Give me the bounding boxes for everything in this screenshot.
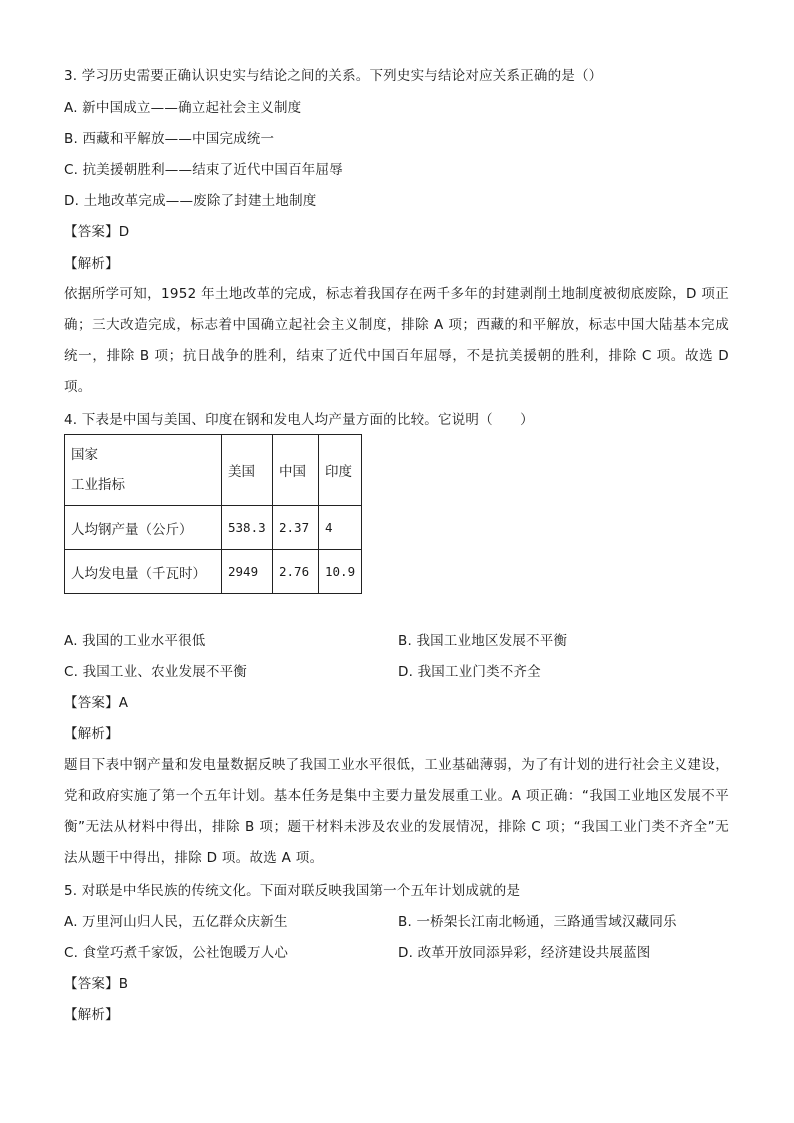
row-label-steel: 人均钢产量（公斤） — [65, 506, 222, 550]
cell-power-usa: 2949 — [222, 550, 273, 594]
q4-option-a: A. 我国的工业水平很低 — [64, 633, 206, 649]
cell-power-india: 10.9 — [319, 550, 362, 594]
q3-analysis-label: 【解析】 — [64, 256, 119, 272]
q3-stem: 3. 学习历史需要正确认识史实与结论之间的关系。下列史实与结论对应关系正确的是（） — [64, 68, 603, 84]
q3-answer: 【答案】D — [64, 224, 130, 240]
row-label-electricity: 人均发电量（千瓦时） — [65, 550, 222, 594]
q5-option-a: A. 万里河山归人民，五亿群众庆新生 — [64, 914, 288, 930]
q5-option-c: C. 食堂巧煮千家饭，公社饱暖万人心 — [64, 945, 289, 961]
cell-steel-india: 4 — [319, 506, 362, 550]
q5-option-b: B. 一桥架长江南北畅通，三路通雪域汉藏同乐 — [398, 914, 677, 930]
header-country-label: 国家 — [71, 447, 98, 463]
table-corner-header — [65, 435, 222, 506]
q4-option-b: B. 我国工业地区发展不平衡 — [398, 633, 568, 649]
q5-stem: 5. 对联是中华民族的传统文化。下面对联反映我国第一个五年计划成就的是 — [64, 883, 521, 899]
table-row-electricity — [65, 550, 362, 594]
table-row-steel — [65, 506, 362, 550]
table-header-row — [65, 435, 362, 506]
q4-answer: 【答案】A — [64, 695, 129, 711]
q4-stem: 4. 下表是中国与美国、印度在钢和发电人均产量方面的比较。它说明（ ） — [64, 412, 534, 428]
q4-option-c: C. 我国工业、农业发展不平衡 — [64, 664, 248, 680]
cell-steel-usa: 538.3 — [222, 506, 273, 550]
q3-option-a: A. 新中国成立——确立起社会主义制度 — [64, 100, 302, 116]
column-header-china: 中国 — [273, 435, 319, 506]
q3-option-c: C. 抗美援朝胜利——结束了近代中国百年屈辱 — [64, 162, 343, 178]
column-header-usa: 美国 — [222, 435, 273, 506]
q4-analysis-text: 题目下表中钢产量和发电量数据反映了我国工业水平很低，工业基础薄弱，为了有计划的进行社会主义建设，党和政府实施了第一个五年计划。基本任务是集中主要力量发展重工业。A 项正确：“我国工业地区发展不平衡”无法从材料中得出，排除 B 项；题干材料未涉及农业的发展情况，排除 C 项；“我国工业门类不齐全”无法从题干中得出，排除 D 项。故选 A 项。 — [64, 757, 729, 866]
q3-analysis-text: 依据所学可知，1952 年土地改革的完成，标志着我国存在两千多年的封建剥削土地制度被彻底废除，D 项正确；三大改造完成，标志着中国确立起社会主义制度，排除 A 项；西藏的和平解放，标志中国大陆基本完成统一，排除 B 项；抗日战争的胜利，结束了近代中国百年屈辱，不是抗美援朝的胜利，排除 C 项。故选 D 项。 — [64, 286, 729, 395]
q4-analysis-label: 【解析】 — [64, 726, 119, 742]
cell-steel-china: 2.37 — [273, 506, 319, 550]
header-indicator-label: 工业指标 — [71, 477, 125, 493]
q3-option-b: B. 西藏和平解放——中国完成统一 — [64, 131, 275, 147]
q3-option-d: D. 土地改革完成——废除了封建土地制度 — [64, 193, 317, 209]
column-header-india: 印度 — [319, 435, 362, 506]
q5-answer: 【答案】B — [64, 976, 129, 992]
cell-power-china: 2.76 — [273, 550, 319, 594]
q5-option-d: D. 改革开放同添异彩，经济建设共展蓝图 — [398, 945, 651, 961]
steel-power-comparison-table — [64, 434, 362, 594]
q4-option-d: D. 我国工业门类不齐全 — [398, 664, 541, 680]
q5-analysis-label: 【解析】 — [64, 1007, 119, 1023]
